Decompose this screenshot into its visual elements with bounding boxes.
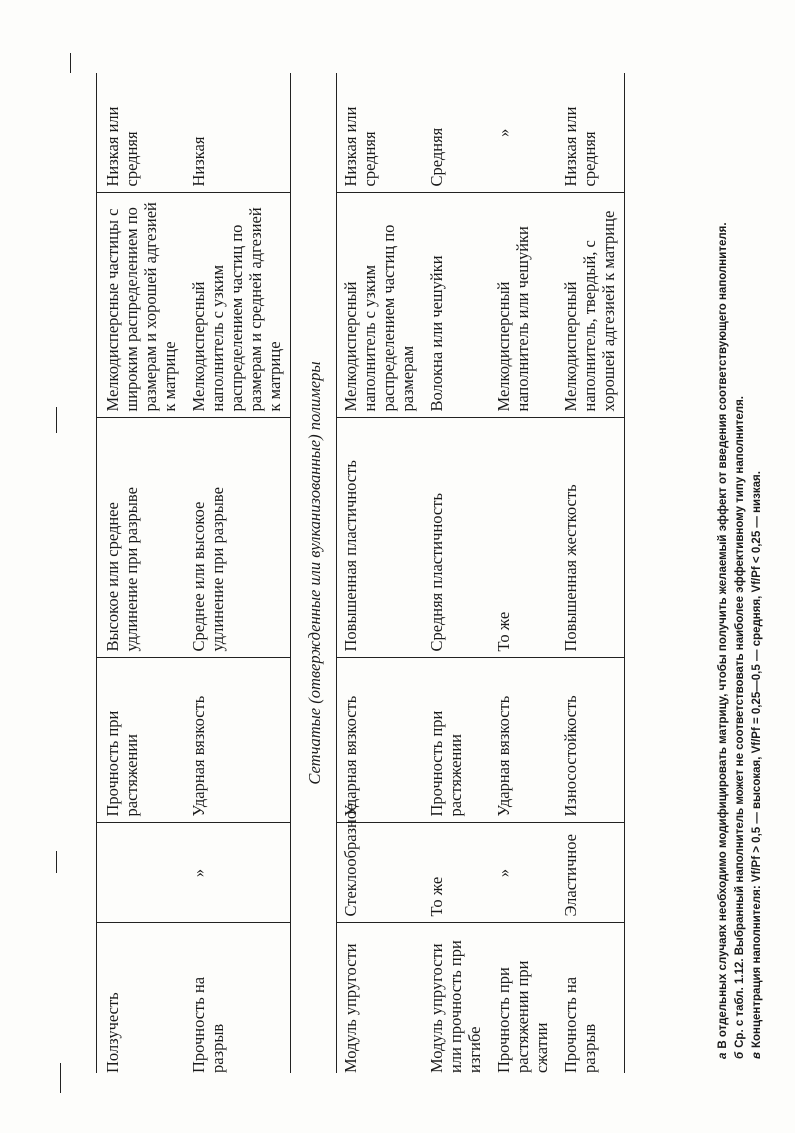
footnote-mark: в [751, 1052, 763, 1059]
table-cell: Мелкодисперсный наполнитель с узким распределением частиц по размерам и средней адгезией к матрице [185, 193, 291, 418]
table-cell: » [185, 823, 291, 923]
footnote-text: Концентрация наполнителя: Vf/Pf > 0,5 — высокая, Vf/Pf = 0,25—0,5 — средняя, Vf/Pf < 0,25 — низкая. [751, 471, 763, 1049]
table-cell: Ползучесть [97, 923, 186, 1073]
table-cell: Ударная вязкость [185, 658, 291, 823]
table-cell: Повышенная пластичность [337, 418, 424, 658]
table-cell: Ударная вязкость [337, 658, 424, 823]
table-cell: Прочность при растяжении [97, 658, 186, 823]
table-cell: Прочность при растяжении [423, 658, 490, 823]
scan-speck [70, 53, 71, 73]
table-cell: Средняя [423, 73, 490, 193]
table-row [557, 73, 625, 1073]
table-cell: Высокое или среднее удлинение при разрыве [97, 418, 186, 658]
section-heading-row [291, 73, 337, 1073]
table-cell: » [490, 823, 557, 923]
footnote [732, 73, 749, 1073]
table-cell: Стеклообразное [337, 823, 424, 923]
table-cell: Прочность на разрыв [557, 923, 625, 1073]
table-cell: Низкая или средняя [557, 73, 625, 193]
footnote-mark: а [717, 1052, 729, 1059]
table-cell: То же [423, 823, 490, 923]
table-cell: Мелкодисперсный наполнитель с узким распределением частиц по размерам [337, 193, 424, 418]
footnote [715, 73, 732, 1073]
scan-speck [60, 1063, 61, 1093]
scan-speck [56, 407, 57, 433]
table-cell [97, 823, 186, 923]
table-cell: Низкая [185, 73, 291, 193]
table-cell: Модуль упругости или прочность при изгибе [427, 940, 484, 1073]
footnote [749, 73, 766, 1073]
footnote-mark: б [734, 1051, 746, 1059]
footnotes [715, 73, 766, 1073]
table-row [337, 73, 424, 1073]
table-cell: Среднее или высокое удлинение при разрыве [185, 418, 291, 658]
table-cell: Мелкодисперсный наполнитель, твердый, с хорошей адгезией к матрице [557, 193, 625, 418]
table-cell: Волокна или чешуйки [423, 193, 490, 418]
properties-table [96, 73, 625, 1073]
table-row [423, 73, 490, 1073]
table-cell: Прочность при растяжении при сжатии [494, 960, 551, 1073]
table-row [490, 73, 557, 1073]
table-cell: Мелкодисперсный наполнитель или чешуйки [490, 193, 557, 418]
footnote-text: Ср. с табл. 1.12. Выбранный наполнитель может не соответствовать наиболее эффективному типу наполнителя. [734, 395, 746, 1048]
table-cell: Низкая или средняя [337, 73, 424, 193]
table-cell: То же [490, 418, 557, 658]
scan-speck [56, 851, 57, 873]
table-cell: Модуль упругости [341, 943, 360, 1073]
table-cell: Эластичное [557, 823, 625, 923]
table-cell: Мелкодисперсные частицы с широким распределением по размерам и хорошей адгезией к матрице [97, 193, 186, 418]
table-cell: Низкая или средняя [97, 73, 186, 193]
table-cell: Износостойкость [557, 658, 625, 823]
table-cell: » [490, 73, 557, 193]
table-row [97, 73, 186, 1073]
footnote-text: В отдельных случаях необходимо модифицировать матрицу, чтобы получить желаемый эффект от введения соответствующего наполнителя. [717, 222, 729, 1049]
table-cell: Средняя пластичность [423, 418, 490, 658]
section-title: Сетчатые (отвержденные или вулканизованные) полимеры [291, 73, 337, 1073]
table-row [185, 73, 291, 1073]
table-cell: Прочность на разрыв [189, 976, 227, 1073]
table-cell: Повышенная жесткость [557, 418, 625, 658]
table-cell: Ударная вязкость [490, 658, 557, 823]
